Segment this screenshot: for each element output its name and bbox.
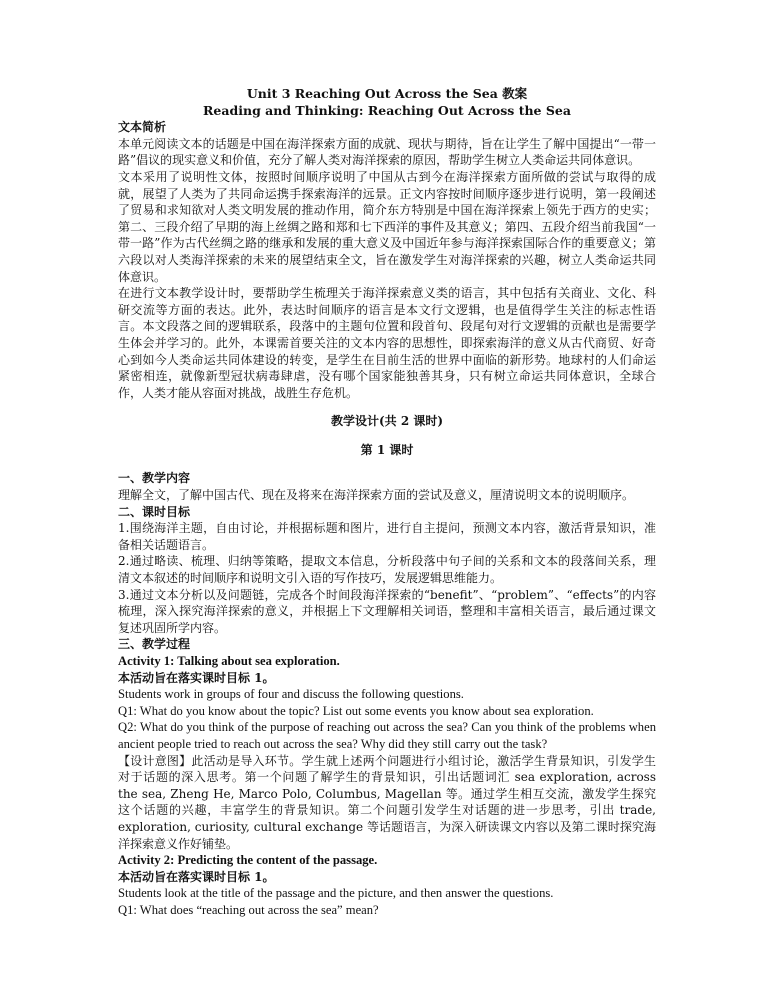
goal-2: 2.通过略读、梳理、归纳等策略，提取文本信息，分析段落中句子间的关系和文本的段落间关系，理清文本叙述的时间顺序和说明文引入语的写作技巧，发展逻辑思维能力。 xyxy=(118,554,656,586)
section-2-heading: 二、课时目标 xyxy=(118,504,191,519)
document-title: Unit 3 Reaching Out Across the Sea 教案 xyxy=(246,86,528,101)
activity-2-instruction: Students look at the title of the passage and the picture, and then answer the questions. xyxy=(118,886,554,901)
section-3-heading: 三、教学过程 xyxy=(118,637,191,652)
lesson-plan-page xyxy=(118,86,656,919)
section-1-heading: 一、教学内容 xyxy=(118,471,191,486)
analysis-heading: 文本简析 xyxy=(118,120,167,135)
analysis-paragraph-2: 文本采用了说明性文体，按照时间顺序说明了中国从古到今在海洋探索方面所做的尝试与取得的成就，展望了人类为了共同命运携手探索海洋的远景。正文内容按时间顺序逐步进行说明，第一段阐述了贸易和求知欲对人类文明发展的推动作用，简介东方特别是中国在海洋探索上领先于西方的史实；第二、三段介绍了早期的海上丝绸之路和郑和七下西洋的事件及其意义；第四、五段介绍当前我国“一带一路”作为古代丝绸之路的继承和发展的重大意义及中国近年参与海洋探索国际合作的重要意义；第六段以对人类海洋探索的未来的展望结束全文，旨在激发学生对海洋探索的兴趣，树立人类命运共同体意识。 xyxy=(118,169,656,284)
activity-1-question-1: Q1: What do you know about the topic? List out some events you know about sea exploration. xyxy=(118,703,594,718)
design-heading: 教学设计(共 2 课时) xyxy=(330,414,444,429)
goal-3: 3.通过文本分析以及问题链，完成各个时间段海洋探索的“benefit”、“problem”、“effects”的内容梳理，深入探究海洋探索的意义，并根据上下文理解相关词语，整理和丰富相关语言，最后通过课文复述巩固所学内容。 xyxy=(118,587,656,635)
section-1-text: 理解全文，了解中国古代、现在及将来在海洋探索方面的尝试及意义，厘清说明文本的说明顺序。 xyxy=(118,488,635,503)
activity-1-goal: 本活动旨在落实课时目标 1。 xyxy=(118,670,275,685)
activity-2-title: Activity 2: Predicting the content of the passage. xyxy=(118,853,378,868)
lesson-heading: 第 1 课时 xyxy=(360,442,414,457)
activity-1-instruction: Students work in groups of four and discuss the following questions. xyxy=(118,687,464,702)
goal-1: 1.围绕海洋主题，自由讨论，并根据标题和图片，进行自主提问，预测文本内容，激活背景知识，准备相关话题语言。 xyxy=(118,521,656,552)
analysis-paragraph-3: 在进行文本教学设计时，要帮助学生梳理关于海洋探索意义类的语言，其中包括有关商业、文化、科研交流等方面的表达。此外，表达时间顺序的语言是本文行文逻辑，也是值得学生关注的标志性语言。本文段落之间的逻辑联系，段落中的主题句位置和段首句、段尾句对行文逻辑的贡献也是需要学生体会并学习的。此外，本课需首要关注的文本内容的思想性，即探索海洋的意义从古代商贸、好奇心到如今人类命运共同体建设的转变，是学生在目前生活的世界中面临的新形势。地球村的人们命运紧密相连，就像新型冠状病毒肆虐，没有哪个国家能独善其身，只有树立命运共同体意识，全球合作，人类才能从容面对挑战，战胜生存危机。 xyxy=(118,286,656,400)
document-subtitle: Reading and Thinking: Reaching Out Across the Sea xyxy=(203,102,571,118)
activity-2-goal: 本活动旨在落实课时目标 1。 xyxy=(118,869,275,884)
activity-1-question-2: Q2: What do you think of the purpose of reaching out across the sea? Can you think of the problems when ancient people tried to reach out across the sea? Why did they still carry out the task? xyxy=(118,720,656,751)
activity-1-design-intent: 【设计意图】此活动是导入环节。学生就上述两个问题进行小组讨论，激活学生背景知识，引发学生对于话题的深入思考。第一个问题了解学生的背景知识，引出话题词汇 sea exploration, across the sea, Zheng He, Marco Polo, Columbus, Magellan 等。通过学生相互交流，激发学生探究这个话题的兴趣，丰富学生的背景知识。第二个问题引发学生对话题的进一步思考，引出 trade, exploration, curiosity, cultural exchange 等话题语言，为深入研读课文内容以及第二课时探究海洋探索意义作好铺垫。 xyxy=(118,753,656,851)
analysis-paragraph-1: 本单元阅读文本的话题是中国在海洋探索方面的成就、现状与期待，旨在让学生了解中国提出“一带一路”倡议的现实意义和价值，充分了解人类对海洋探索的原因，帮助学生树立人类命运共同体意识。 xyxy=(118,136,656,168)
activity-1-title: Activity 1: Talking about sea exploration. xyxy=(118,654,340,668)
activity-2-question-1: Q1: What does “reaching out across the sea” mean? xyxy=(118,902,379,917)
